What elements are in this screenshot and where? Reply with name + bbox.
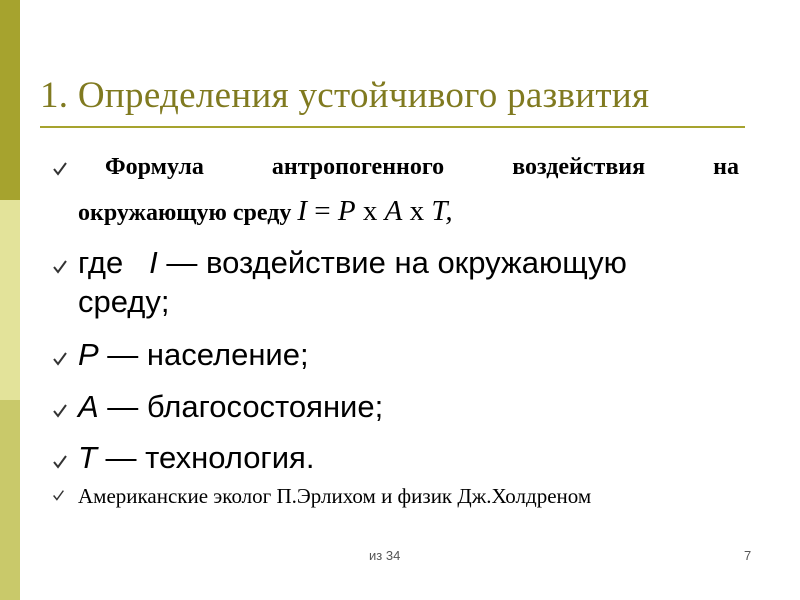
sidebar-segment-mid	[0, 400, 20, 600]
definition-var: I	[149, 245, 158, 280]
title-underline	[40, 126, 745, 128]
formula-var-i: I	[297, 195, 308, 227]
sidebar-decoration	[0, 0, 20, 600]
page-count-label: из 34	[369, 548, 401, 563]
definition-t	[78, 440, 314, 476]
sidebar-segment-dark	[0, 0, 20, 200]
formula-var-a: A	[384, 195, 403, 227]
checkmark-bullet-icon	[52, 160, 68, 178]
definition-a	[78, 389, 383, 425]
definition-var: T	[78, 440, 97, 475]
definition-prefix: где	[78, 245, 132, 280]
formula-times: x	[402, 195, 432, 227]
definition-i-line2: среду;	[78, 284, 170, 319]
definition-text: — благосостояние;	[98, 389, 384, 424]
checkmark-bullet-icon	[52, 453, 68, 471]
formula-var-t: T,	[431, 195, 453, 227]
slide-number: 7	[744, 548, 752, 563]
definition-var: P	[78, 337, 99, 372]
word: Формула	[105, 154, 204, 180]
word: воздействия	[512, 154, 646, 180]
word: на	[713, 154, 739, 180]
checkmark-bullet-icon	[52, 488, 65, 503]
formula-times: x	[355, 195, 385, 227]
formula-intro-line1	[105, 154, 739, 181]
sidebar-segment-light	[0, 200, 20, 400]
word: антропогенного	[271, 154, 445, 180]
definition-text: — технология.	[96, 440, 315, 475]
slide-title: 1. Определения устойчивого развития	[40, 75, 650, 116]
checkmark-bullet-icon	[52, 402, 68, 420]
definition-p	[78, 337, 309, 373]
definition-text: — население;	[98, 337, 309, 372]
definition-var: A	[78, 389, 99, 424]
formula-var-p: P	[337, 195, 356, 227]
attribution-text: Американские эколог П.Эрлихом и физик Дж.Холдреном	[78, 484, 592, 508]
formula-intro-text: окружающую среду	[78, 200, 298, 226]
definition-text: — воздействие на окружающую	[157, 245, 627, 280]
checkmark-bullet-icon	[52, 258, 68, 276]
checkmark-bullet-icon	[52, 350, 68, 368]
formula-eq: =	[307, 195, 338, 227]
formula	[297, 195, 452, 227]
formula-intro-line2	[78, 195, 453, 228]
definition-i-line1	[78, 245, 627, 281]
